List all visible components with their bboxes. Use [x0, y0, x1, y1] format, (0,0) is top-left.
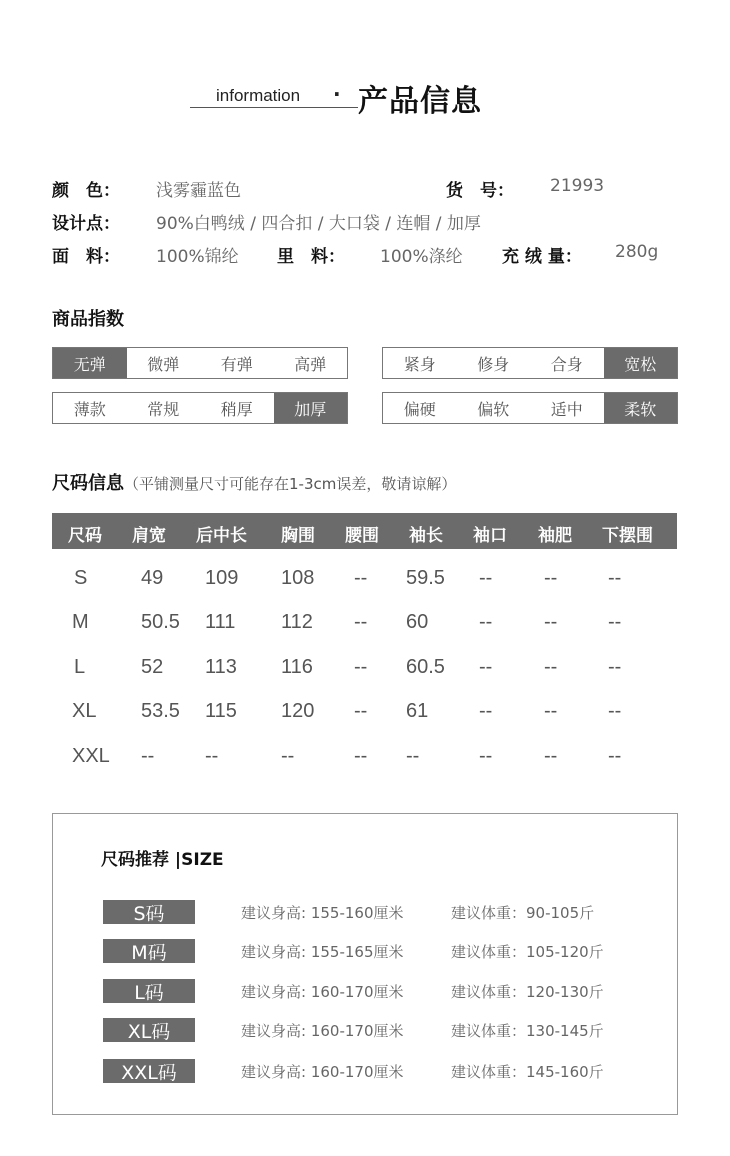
table-cell: XXL	[72, 745, 110, 767]
color-value: 浅雾霾蓝色	[156, 181, 241, 201]
recommend-title: 尺码推荐 |SIZE	[101, 850, 224, 870]
suggested-height: 建议身高: 155-165厘米	[241, 943, 404, 961]
recommend-row	[103, 1059, 663, 1085]
table-cell: XL	[72, 700, 97, 722]
table-row	[52, 567, 677, 597]
suggested-weight: 建议体重：90-105斤	[451, 904, 595, 922]
table-header-cell: 腰围	[345, 526, 379, 546]
table-header-cell: 胸围	[281, 526, 315, 546]
index-cell: 加厚	[274, 393, 348, 423]
table-cell: 111	[205, 611, 236, 633]
index-cell: 常规	[147, 399, 180, 419]
suggested-weight: 建议体重：145-160斤	[451, 1063, 604, 1081]
suggested-weight: 建议体重：105-120斤	[451, 943, 604, 961]
size-title	[52, 469, 456, 495]
filling-label: 充 绒 量：	[502, 247, 582, 267]
suggested-height: 建议身高: 160-170厘米	[241, 1022, 404, 1040]
fabric-value: 100%锦纶	[156, 247, 239, 267]
index-cell: 修身	[477, 354, 510, 374]
design-value: 90%白鸭绒 / 四合扣 / 大口袋 / 连帽 / 加厚	[156, 214, 481, 234]
suggested-weight: 建议体重：120-130斤	[451, 983, 604, 1001]
table-cell: --	[479, 567, 493, 589]
header-separator: ·	[333, 82, 341, 106]
index-cell: 紧身	[403, 354, 436, 374]
index-cell: 薄款	[73, 399, 106, 419]
table-cell: M	[72, 611, 89, 633]
table-header-cell: 尺码	[68, 526, 102, 546]
size-badge: XXL码	[103, 1059, 195, 1083]
table-cell: --	[479, 745, 493, 767]
header-english: information	[216, 86, 301, 105]
table-cell: --	[479, 611, 493, 633]
filling-value: 280g	[615, 242, 659, 262]
index-title: 商品指数	[52, 309, 124, 330]
index-cell: 高弹	[294, 354, 327, 374]
table-cell: 59.5	[406, 567, 445, 589]
size-table-header	[52, 513, 677, 549]
size-recommend-box	[52, 813, 678, 1115]
table-cell: --	[544, 611, 558, 633]
table-cell: --	[406, 745, 420, 767]
index-cell: 稍厚	[220, 399, 253, 419]
table-cell: 49	[141, 567, 164, 589]
table-header-cell: 袖口	[473, 526, 507, 546]
recommend-row	[103, 979, 663, 1005]
table-cell: --	[141, 745, 155, 767]
table-cell: --	[544, 567, 558, 589]
table-cell: 108	[281, 567, 315, 589]
table-cell: --	[608, 656, 622, 678]
table-cell: --	[544, 656, 558, 678]
index-cell: 微弹	[147, 354, 180, 374]
size-badge: XL码	[103, 1018, 195, 1042]
recommend-row	[103, 900, 663, 926]
table-cell: --	[479, 656, 493, 678]
suggested-height: 建议身高: 160-170厘米	[241, 1063, 404, 1081]
table-cell: 53.5	[141, 700, 180, 722]
recommend-row	[103, 1018, 663, 1044]
table-row	[52, 700, 677, 730]
table-row	[52, 656, 677, 686]
suggested-height: 建议身高: 155-160厘米	[241, 904, 404, 922]
index-cell: 柔软	[604, 393, 678, 423]
index-cell: 有弹	[220, 354, 253, 374]
recommend-row	[103, 939, 663, 965]
size-badge: S码	[103, 900, 195, 924]
table-cell: --	[281, 745, 295, 767]
index-cell: 偏硬	[403, 399, 436, 419]
table-cell: --	[608, 745, 622, 767]
sku-value: 21993	[550, 176, 605, 196]
table-cell: --	[544, 700, 558, 722]
table-cell: --	[354, 745, 368, 767]
table-header-cell: 肩宽	[132, 526, 166, 546]
table-header-cell: 袖肥	[538, 526, 572, 546]
size-badge: M码	[103, 939, 195, 963]
table-cell: L	[74, 656, 86, 678]
table-cell: 113	[205, 656, 237, 678]
table-header-cell: 后中长	[196, 526, 247, 546]
table-cell: --	[608, 567, 622, 589]
table-cell: 112	[281, 611, 313, 633]
table-cell: --	[354, 656, 368, 678]
index-cell: 无弹	[53, 348, 127, 378]
sku-label: 货 号：	[446, 181, 514, 201]
table-cell: --	[608, 700, 622, 722]
table-cell: 61	[406, 700, 429, 722]
elasticity-index	[52, 347, 348, 379]
softness-index	[382, 392, 678, 424]
table-cell: --	[354, 611, 368, 633]
page-header	[190, 74, 500, 119]
fabric-label: 面 料：	[52, 247, 120, 267]
table-row	[52, 745, 677, 775]
table-row	[52, 611, 677, 641]
suggested-weight: 建议体重：130-145斤	[451, 1022, 604, 1040]
color-label: 颜 色：	[52, 181, 120, 201]
design-label: 设计点：	[52, 214, 120, 234]
table-cell: 120	[281, 700, 315, 722]
lining-value: 100%涤纶	[380, 247, 463, 267]
index-cell: 偏软	[477, 399, 510, 419]
table-cell: 109	[205, 567, 239, 589]
suggested-height: 建议身高: 160-170厘米	[241, 983, 404, 1001]
size-badge: L码	[103, 979, 195, 1003]
table-cell: --	[608, 611, 622, 633]
table-cell: 115	[205, 700, 237, 722]
table-cell: --	[354, 567, 368, 589]
fit-index	[382, 347, 678, 379]
index-cell: 宽松	[604, 348, 678, 378]
size-note: （平铺测量尺寸可能存在1-3cm误差，敬请谅解）	[124, 475, 457, 493]
table-header-cell: 下摆围	[602, 526, 653, 546]
page-title: 产品信息	[358, 84, 482, 119]
header-underline	[190, 107, 358, 108]
table-cell: --	[479, 700, 493, 722]
table-cell: --	[354, 700, 368, 722]
index-cell: 适中	[550, 399, 583, 419]
table-cell: --	[544, 745, 558, 767]
table-cell: 116	[281, 656, 313, 678]
index-cell: 合身	[550, 354, 583, 374]
table-cell: --	[205, 745, 219, 767]
table-cell: S	[74, 567, 88, 589]
size-title-text: 尺码信息	[52, 473, 124, 494]
thickness-index	[52, 392, 348, 424]
table-cell: 60.5	[406, 656, 445, 678]
table-cell: 52	[141, 656, 164, 678]
table-header-cell: 袖长	[409, 526, 443, 546]
table-cell: 50.5	[141, 611, 180, 633]
table-cell: 60	[406, 611, 429, 633]
lining-label: 里 料：	[277, 247, 345, 267]
